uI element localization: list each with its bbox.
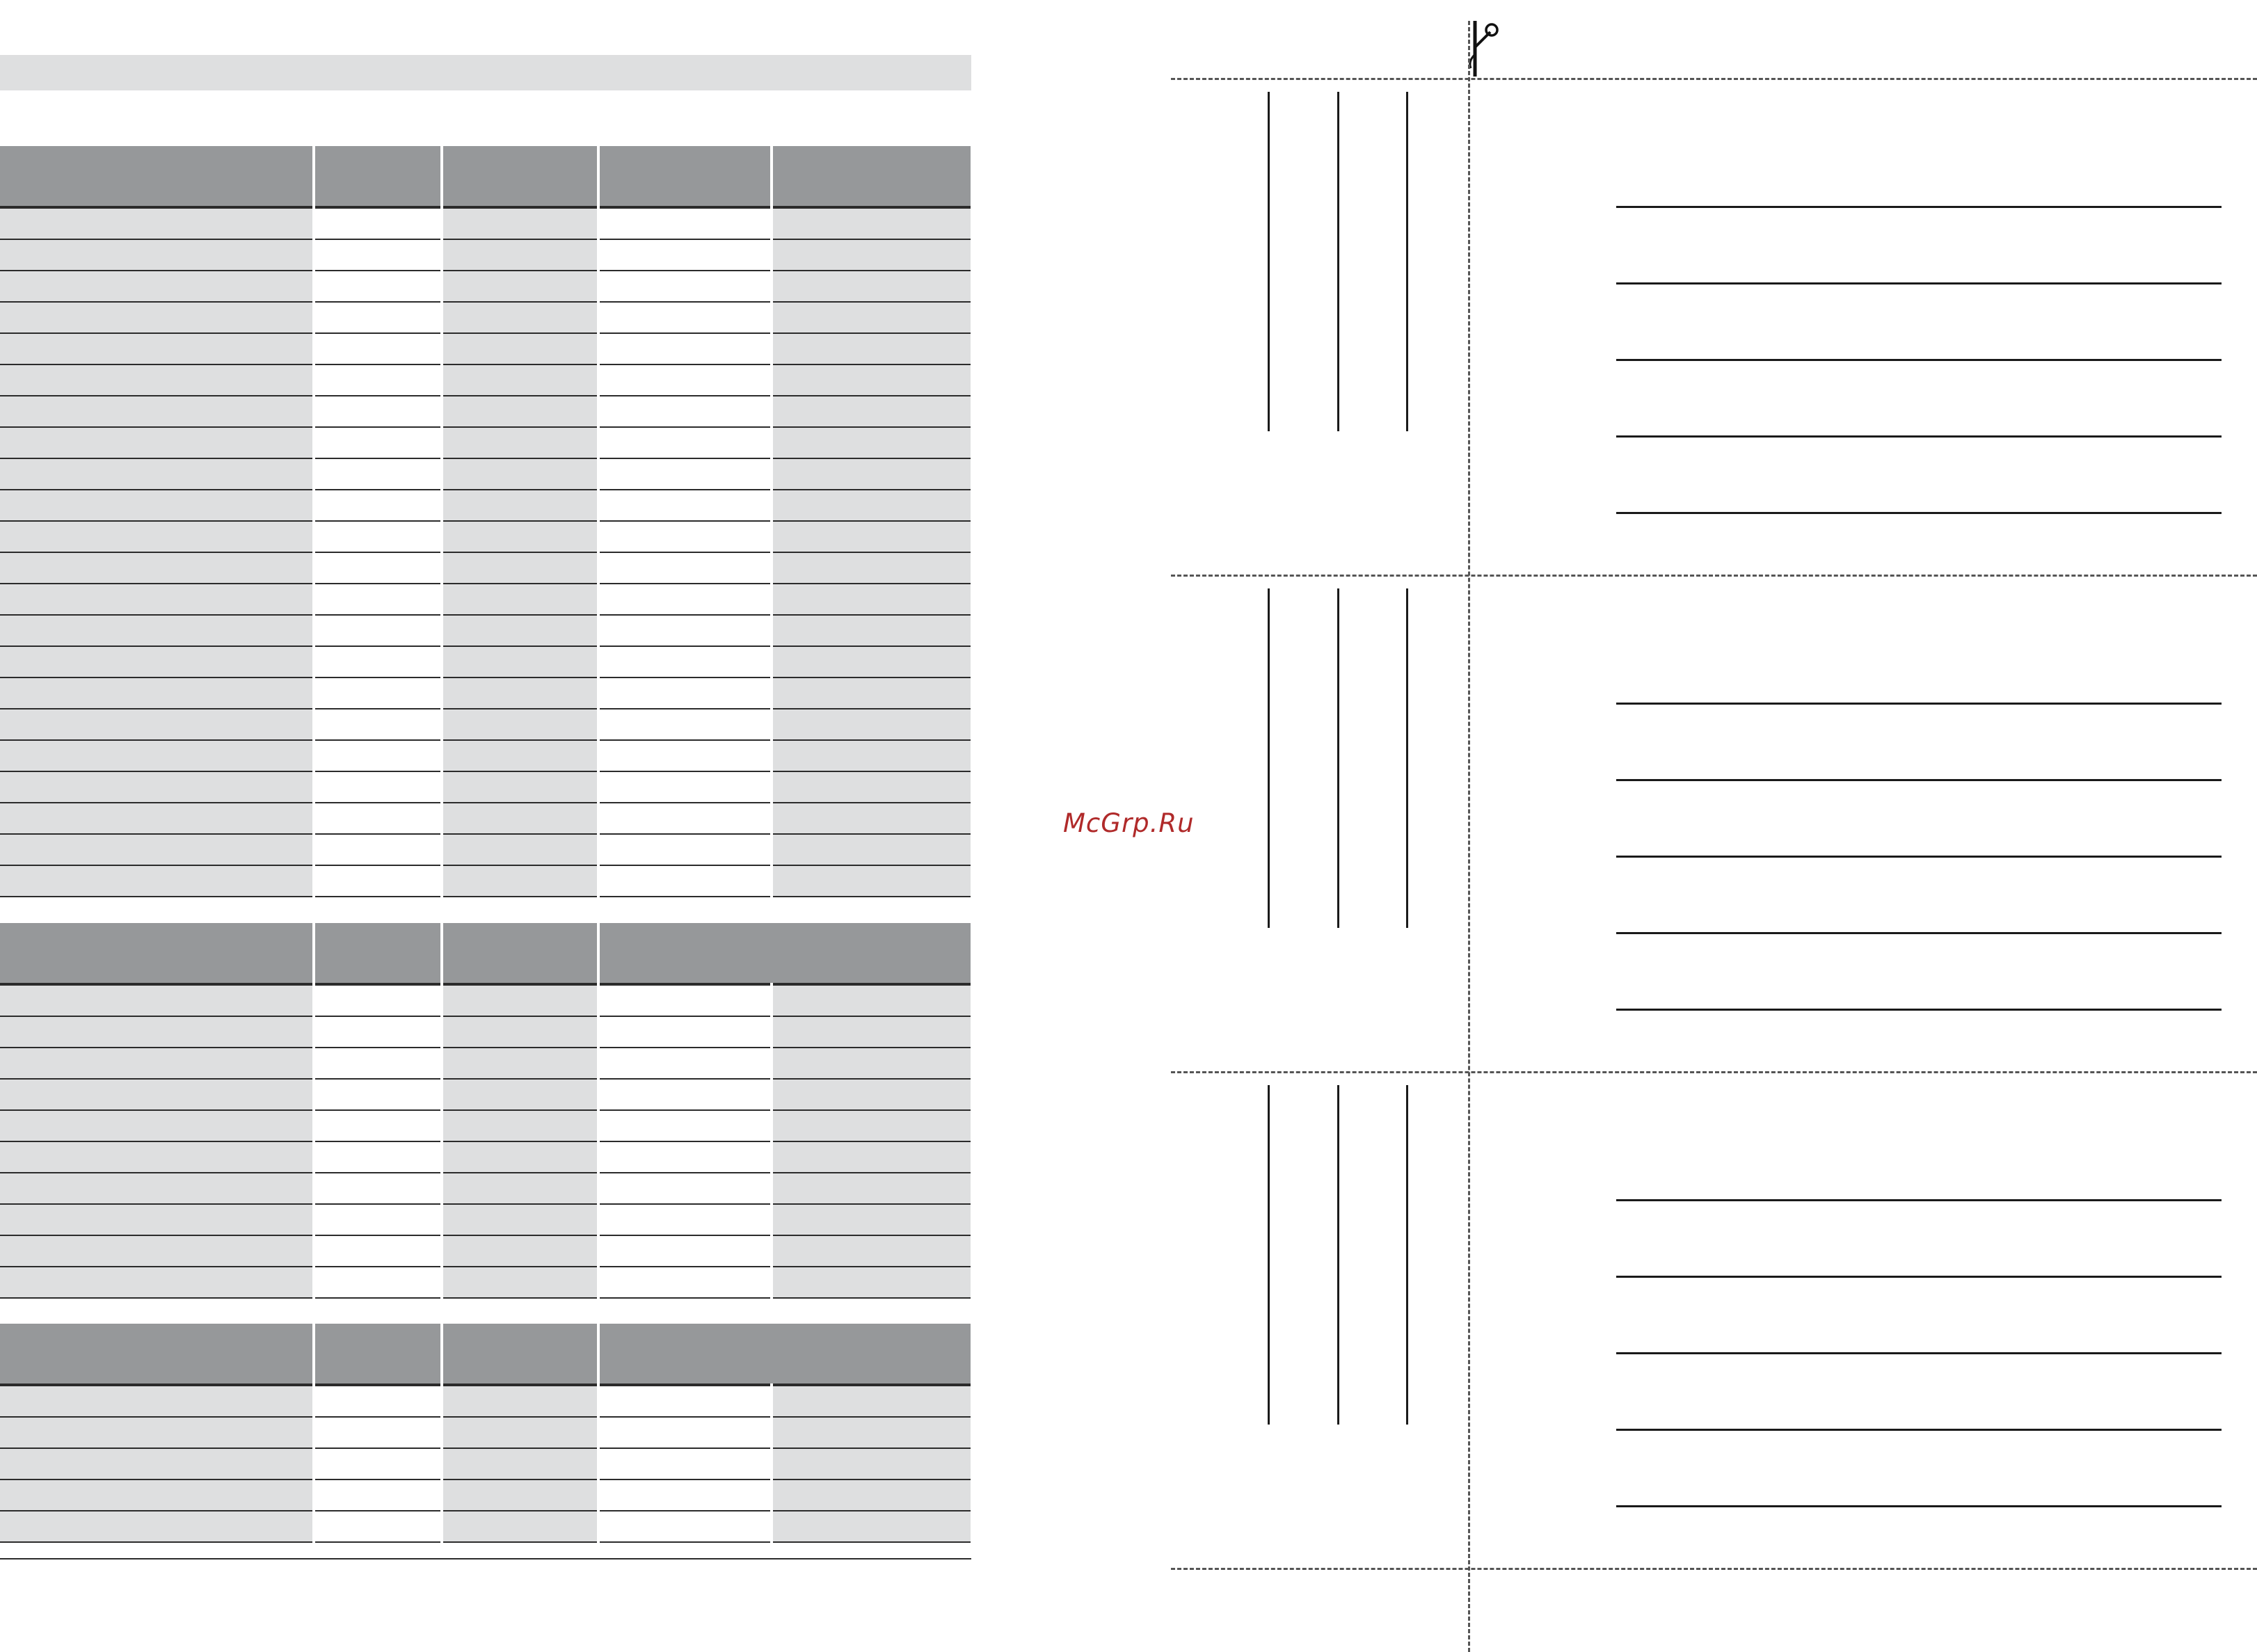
table-cell[interactable] bbox=[442, 1016, 598, 1048]
table-cell[interactable] bbox=[314, 239, 442, 271]
table-cell[interactable] bbox=[0, 677, 314, 709]
table-cell[interactable] bbox=[772, 646, 971, 677]
table-row bbox=[0, 1267, 971, 1298]
table-cell[interactable] bbox=[0, 1141, 314, 1173]
header-cell bbox=[442, 1324, 598, 1385]
coupon-stub-line bbox=[1406, 92, 1408, 431]
table-cell[interactable] bbox=[598, 207, 772, 239]
table-cell[interactable] bbox=[772, 271, 971, 302]
coupon-write-line bbox=[1616, 1505, 2222, 1507]
table-cell[interactable] bbox=[598, 615, 772, 646]
table-cell[interactable] bbox=[442, 865, 598, 897]
coupon-write-line bbox=[1616, 1199, 2222, 1201]
table-cell[interactable] bbox=[314, 271, 442, 302]
table-cell[interactable] bbox=[314, 1417, 442, 1448]
table-cell[interactable] bbox=[314, 490, 442, 521]
table-row bbox=[0, 677, 971, 709]
table-cell[interactable] bbox=[772, 803, 971, 834]
header-cell bbox=[772, 146, 971, 207]
table-cell[interactable] bbox=[0, 709, 314, 740]
table-row bbox=[0, 740, 971, 771]
table-cell[interactable] bbox=[598, 552, 772, 584]
table-row bbox=[0, 865, 971, 897]
cut-line-horizontal bbox=[1171, 575, 2257, 577]
table-cell[interactable] bbox=[0, 1448, 314, 1479]
table-cell[interactable] bbox=[442, 1235, 598, 1267]
table-cell[interactable] bbox=[772, 1479, 971, 1511]
table-cell[interactable] bbox=[442, 1079, 598, 1110]
table-cell[interactable] bbox=[598, 584, 772, 615]
table-cell[interactable] bbox=[772, 239, 971, 271]
table-cell[interactable] bbox=[772, 709, 971, 740]
table-cell[interactable] bbox=[442, 271, 598, 302]
table-cell[interactable] bbox=[598, 302, 772, 333]
table-cell[interactable] bbox=[442, 1448, 598, 1479]
table-cell[interactable] bbox=[772, 584, 971, 615]
coupon-write-line bbox=[1616, 206, 2222, 208]
table-cell[interactable] bbox=[314, 709, 442, 740]
table-cell[interactable] bbox=[598, 709, 772, 740]
table-cell[interactable] bbox=[0, 427, 314, 458]
table-cell[interactable] bbox=[772, 427, 971, 458]
coupon-write-line bbox=[1616, 1352, 2222, 1354]
table-cell[interactable] bbox=[314, 584, 442, 615]
table-cell[interactable] bbox=[314, 677, 442, 709]
table-header-row bbox=[0, 146, 971, 207]
coupon-write-line bbox=[1616, 779, 2222, 781]
table-cell[interactable] bbox=[0, 1204, 314, 1235]
table-cell[interactable] bbox=[0, 1110, 314, 1141]
cut-line-vertical bbox=[1468, 21, 1470, 1652]
table-cell[interactable] bbox=[598, 1448, 772, 1479]
table-cell[interactable] bbox=[0, 771, 314, 803]
table-cell[interactable] bbox=[0, 302, 314, 333]
table-cell[interactable] bbox=[772, 1448, 971, 1479]
table-cell[interactable] bbox=[772, 458, 971, 490]
table-cell[interactable] bbox=[314, 771, 442, 803]
table-cell[interactable] bbox=[772, 207, 971, 239]
table-row bbox=[0, 1016, 971, 1048]
header-cell bbox=[598, 923, 971, 984]
table-cell[interactable] bbox=[314, 458, 442, 490]
table-header-row bbox=[0, 1324, 971, 1385]
table-cell[interactable] bbox=[442, 396, 598, 427]
table-cell[interactable] bbox=[0, 1479, 314, 1511]
table-row bbox=[0, 1110, 971, 1141]
table-row bbox=[0, 458, 971, 490]
table-cell[interactable] bbox=[772, 984, 971, 1016]
table-cell[interactable] bbox=[0, 458, 314, 490]
table-row bbox=[0, 302, 971, 333]
table-cell[interactable] bbox=[442, 1110, 598, 1141]
table-cell[interactable] bbox=[772, 302, 971, 333]
table-row bbox=[0, 364, 971, 396]
table-2 bbox=[0, 923, 971, 1299]
table-cell[interactable] bbox=[442, 646, 598, 677]
table-row bbox=[0, 709, 971, 740]
table-cell[interactable] bbox=[598, 239, 772, 271]
table-cell[interactable] bbox=[772, 1079, 971, 1110]
table-cell[interactable] bbox=[314, 333, 442, 364]
table-cell[interactable] bbox=[314, 1204, 442, 1235]
table-cell[interactable] bbox=[772, 521, 971, 552]
table-cell[interactable] bbox=[314, 1385, 442, 1417]
table-cell[interactable] bbox=[598, 1417, 772, 1448]
table-row bbox=[0, 1448, 971, 1479]
table-cell[interactable] bbox=[442, 458, 598, 490]
table-cell[interactable] bbox=[598, 1235, 772, 1267]
table-cell[interactable] bbox=[442, 552, 598, 584]
table-cell[interactable] bbox=[598, 1385, 772, 1417]
table-cell[interactable] bbox=[0, 490, 314, 521]
coupon-stub-line bbox=[1268, 92, 1270, 431]
table-cell[interactable] bbox=[772, 1048, 971, 1079]
table-cell[interactable] bbox=[314, 984, 442, 1016]
table-cell[interactable] bbox=[442, 1048, 598, 1079]
table-cell[interactable] bbox=[0, 834, 314, 865]
coupon-write-line bbox=[1616, 435, 2222, 438]
table-cell[interactable] bbox=[442, 239, 598, 271]
table-cell[interactable] bbox=[772, 834, 971, 865]
table-cell[interactable] bbox=[0, 615, 314, 646]
table-cell[interactable] bbox=[442, 709, 598, 740]
table-cell[interactable] bbox=[314, 1016, 442, 1048]
table-cell[interactable] bbox=[0, 1079, 314, 1110]
table-cell[interactable] bbox=[598, 1479, 772, 1511]
table-row bbox=[0, 521, 971, 552]
table-row bbox=[0, 1079, 971, 1110]
table-cell[interactable] bbox=[598, 521, 772, 552]
table-row bbox=[0, 615, 971, 646]
table-cell[interactable] bbox=[0, 521, 314, 552]
table-cell[interactable] bbox=[772, 1016, 971, 1048]
table-cell[interactable] bbox=[0, 1511, 314, 1542]
table-row bbox=[0, 427, 971, 458]
table-cell[interactable] bbox=[598, 740, 772, 771]
table-cell[interactable] bbox=[0, 364, 314, 396]
table-cell[interactable] bbox=[0, 1048, 314, 1079]
table-cell[interactable] bbox=[442, 615, 598, 646]
table-row bbox=[0, 771, 971, 803]
table-cell[interactable] bbox=[0, 552, 314, 584]
coupon-write-line bbox=[1616, 1276, 2222, 1278]
table-cell[interactable] bbox=[314, 834, 442, 865]
table-cell[interactable] bbox=[598, 677, 772, 709]
table-cell[interactable] bbox=[598, 1110, 772, 1141]
table-cell[interactable] bbox=[598, 458, 772, 490]
table-cell[interactable] bbox=[314, 1079, 442, 1110]
table-cell[interactable] bbox=[598, 364, 772, 396]
table-cell[interactable] bbox=[0, 865, 314, 897]
table-cell[interactable] bbox=[598, 490, 772, 521]
table-cell[interactable] bbox=[442, 1173, 598, 1204]
coupon-write-line bbox=[1616, 1009, 2222, 1011]
table-cell[interactable] bbox=[0, 646, 314, 677]
table-cell[interactable] bbox=[442, 584, 598, 615]
table-cell[interactable] bbox=[772, 490, 971, 521]
table-cell[interactable] bbox=[314, 615, 442, 646]
table-row bbox=[0, 239, 971, 271]
table-cell[interactable] bbox=[772, 1385, 971, 1417]
coupon-stub-line bbox=[1268, 588, 1270, 928]
table-row bbox=[0, 1141, 971, 1173]
table-cell[interactable] bbox=[772, 865, 971, 897]
table-cell[interactable] bbox=[442, 1385, 598, 1417]
table-row bbox=[0, 396, 971, 427]
table-row bbox=[0, 1048, 971, 1079]
header-cell bbox=[598, 1324, 971, 1385]
table-row bbox=[0, 1385, 971, 1417]
table-cell[interactable] bbox=[442, 207, 598, 239]
table-cell[interactable] bbox=[0, 207, 314, 239]
table-cell[interactable] bbox=[442, 834, 598, 865]
table-cell[interactable] bbox=[442, 1511, 598, 1542]
table-row bbox=[0, 490, 971, 521]
coupon-stub-line bbox=[1406, 1085, 1408, 1425]
table-cell[interactable] bbox=[772, 740, 971, 771]
header-cell bbox=[0, 1324, 314, 1385]
table-row bbox=[0, 984, 971, 1016]
table-cell[interactable] bbox=[314, 740, 442, 771]
table-row bbox=[0, 333, 971, 364]
table-cell[interactable] bbox=[0, 271, 314, 302]
table-cell[interactable] bbox=[772, 1173, 971, 1204]
table-cell[interactable] bbox=[598, 271, 772, 302]
table-row bbox=[0, 646, 971, 677]
table-cell[interactable] bbox=[442, 1204, 598, 1235]
table-cell[interactable] bbox=[314, 1267, 442, 1298]
table-cell[interactable] bbox=[314, 1141, 442, 1173]
table-cell[interactable] bbox=[314, 1235, 442, 1267]
table-row bbox=[0, 1204, 971, 1235]
header-cell bbox=[0, 146, 314, 207]
table-cell[interactable] bbox=[772, 1110, 971, 1141]
table-row bbox=[0, 803, 971, 834]
table-cell[interactable] bbox=[314, 865, 442, 897]
table-cell[interactable] bbox=[314, 364, 442, 396]
table-cell[interactable] bbox=[772, 364, 971, 396]
table-cell[interactable] bbox=[598, 1141, 772, 1173]
table-cell[interactable] bbox=[0, 239, 314, 271]
table-row bbox=[0, 1417, 971, 1448]
table-cell[interactable] bbox=[0, 1235, 314, 1267]
table-cell[interactable] bbox=[598, 1511, 772, 1542]
coupon-write-line bbox=[1616, 703, 2222, 705]
watermark: McGrp.Ru bbox=[1063, 808, 1195, 838]
table-cell[interactable] bbox=[314, 803, 442, 834]
coupon-write-line bbox=[1616, 512, 2222, 514]
header-cell bbox=[314, 146, 442, 207]
table-cell[interactable] bbox=[0, 584, 314, 615]
table-cell[interactable] bbox=[772, 1511, 971, 1542]
coupon-stub-line bbox=[1406, 588, 1408, 928]
table-cell[interactable] bbox=[598, 834, 772, 865]
table-cell[interactable] bbox=[772, 771, 971, 803]
table-row bbox=[0, 271, 971, 302]
table-cell[interactable] bbox=[0, 396, 314, 427]
cut-line-horizontal bbox=[1171, 1071, 2257, 1073]
table-cell[interactable] bbox=[442, 740, 598, 771]
table-cell[interactable] bbox=[598, 1079, 772, 1110]
scissors-icon bbox=[1465, 19, 1499, 78]
table-cell[interactable] bbox=[442, 490, 598, 521]
table-cell[interactable] bbox=[442, 1417, 598, 1448]
header-cell bbox=[314, 1324, 442, 1385]
table-row bbox=[0, 207, 971, 239]
table-cell[interactable] bbox=[0, 984, 314, 1016]
table-header-row bbox=[0, 923, 971, 984]
table-cell[interactable] bbox=[314, 427, 442, 458]
table-cell[interactable] bbox=[772, 552, 971, 584]
table-row bbox=[0, 1173, 971, 1204]
table-cell[interactable] bbox=[772, 615, 971, 646]
table-cell[interactable] bbox=[442, 677, 598, 709]
table-cell[interactable] bbox=[442, 771, 598, 803]
table-cell[interactable] bbox=[314, 552, 442, 584]
table-row bbox=[0, 584, 971, 615]
header-cell bbox=[0, 923, 314, 984]
coupon-stub-line bbox=[1337, 588, 1339, 928]
cut-line-horizontal bbox=[1171, 1568, 2257, 1570]
table-cell[interactable] bbox=[442, 1267, 598, 1298]
table-cell[interactable] bbox=[772, 396, 971, 427]
table-cell[interactable] bbox=[0, 1385, 314, 1417]
coupon-stub-line bbox=[1337, 92, 1339, 431]
table-cell[interactable] bbox=[598, 333, 772, 364]
coupon-stub-line bbox=[1268, 1085, 1270, 1425]
table-cell[interactable] bbox=[598, 646, 772, 677]
coupon-write-line bbox=[1616, 1429, 2222, 1431]
table-cell[interactable] bbox=[598, 1048, 772, 1079]
table-cell[interactable] bbox=[0, 333, 314, 364]
table-row bbox=[0, 1511, 971, 1542]
table-cell[interactable] bbox=[772, 1267, 971, 1298]
table-row bbox=[0, 1479, 971, 1511]
table-row bbox=[0, 552, 971, 584]
table-cell[interactable] bbox=[442, 1141, 598, 1173]
table-row bbox=[0, 1235, 971, 1267]
table-cell[interactable] bbox=[442, 984, 598, 1016]
table-cell[interactable] bbox=[314, 1511, 442, 1542]
coupon-write-line bbox=[1616, 359, 2222, 361]
table-cell[interactable] bbox=[772, 1204, 971, 1235]
table-cell[interactable] bbox=[0, 740, 314, 771]
table-cell[interactable] bbox=[442, 803, 598, 834]
table-cell[interactable] bbox=[442, 364, 598, 396]
table-cell[interactable] bbox=[314, 1173, 442, 1204]
table-cell[interactable] bbox=[314, 207, 442, 239]
coupon-stub-line bbox=[1337, 1085, 1339, 1425]
table-cell[interactable] bbox=[0, 1417, 314, 1448]
table-cell[interactable] bbox=[598, 427, 772, 458]
table-cell[interactable] bbox=[314, 1448, 442, 1479]
table-cell[interactable] bbox=[442, 1479, 598, 1511]
table-cell[interactable] bbox=[314, 1479, 442, 1511]
table-cell[interactable] bbox=[772, 677, 971, 709]
table-1 bbox=[0, 146, 971, 897]
table-cell[interactable] bbox=[772, 1235, 971, 1267]
coupon-write-line bbox=[1616, 856, 2222, 858]
table-cell[interactable] bbox=[0, 1267, 314, 1298]
table-cell[interactable] bbox=[598, 1016, 772, 1048]
table-cell[interactable] bbox=[598, 1267, 772, 1298]
table-cell[interactable] bbox=[0, 1173, 314, 1204]
table-cell[interactable] bbox=[598, 865, 772, 897]
title-band bbox=[0, 55, 971, 90]
table-cell[interactable] bbox=[598, 396, 772, 427]
cut-line-horizontal bbox=[1171, 78, 2257, 80]
table-cell[interactable] bbox=[314, 1048, 442, 1079]
table-cell[interactable] bbox=[314, 646, 442, 677]
header-cell bbox=[314, 923, 442, 984]
table-cell[interactable] bbox=[598, 1204, 772, 1235]
table-row bbox=[0, 834, 971, 865]
table-cell[interactable] bbox=[598, 984, 772, 1016]
coupon-write-line bbox=[1616, 932, 2222, 934]
table-cell[interactable] bbox=[598, 1173, 772, 1204]
table-cell[interactable] bbox=[598, 771, 772, 803]
table-cell[interactable] bbox=[772, 1141, 971, 1173]
table-cell[interactable] bbox=[314, 521, 442, 552]
table-cell[interactable] bbox=[314, 396, 442, 427]
table-cell[interactable] bbox=[442, 521, 598, 552]
table-cell[interactable] bbox=[314, 302, 442, 333]
table-cell[interactable] bbox=[442, 427, 598, 458]
table-cell[interactable] bbox=[772, 1417, 971, 1448]
table-cell[interactable] bbox=[0, 1016, 314, 1048]
table-cell[interactable] bbox=[0, 803, 314, 834]
table-cell[interactable] bbox=[598, 803, 772, 834]
coupon-write-line bbox=[1616, 282, 2222, 284]
header-cell bbox=[598, 146, 772, 207]
header-cell bbox=[442, 146, 598, 207]
table-3 bbox=[0, 1324, 971, 1543]
table-cell[interactable] bbox=[442, 333, 598, 364]
header-cell bbox=[442, 923, 598, 984]
table-cell[interactable] bbox=[772, 333, 971, 364]
bottom-rule bbox=[0, 1558, 971, 1559]
table-cell[interactable] bbox=[442, 302, 598, 333]
table-cell[interactable] bbox=[314, 1110, 442, 1141]
